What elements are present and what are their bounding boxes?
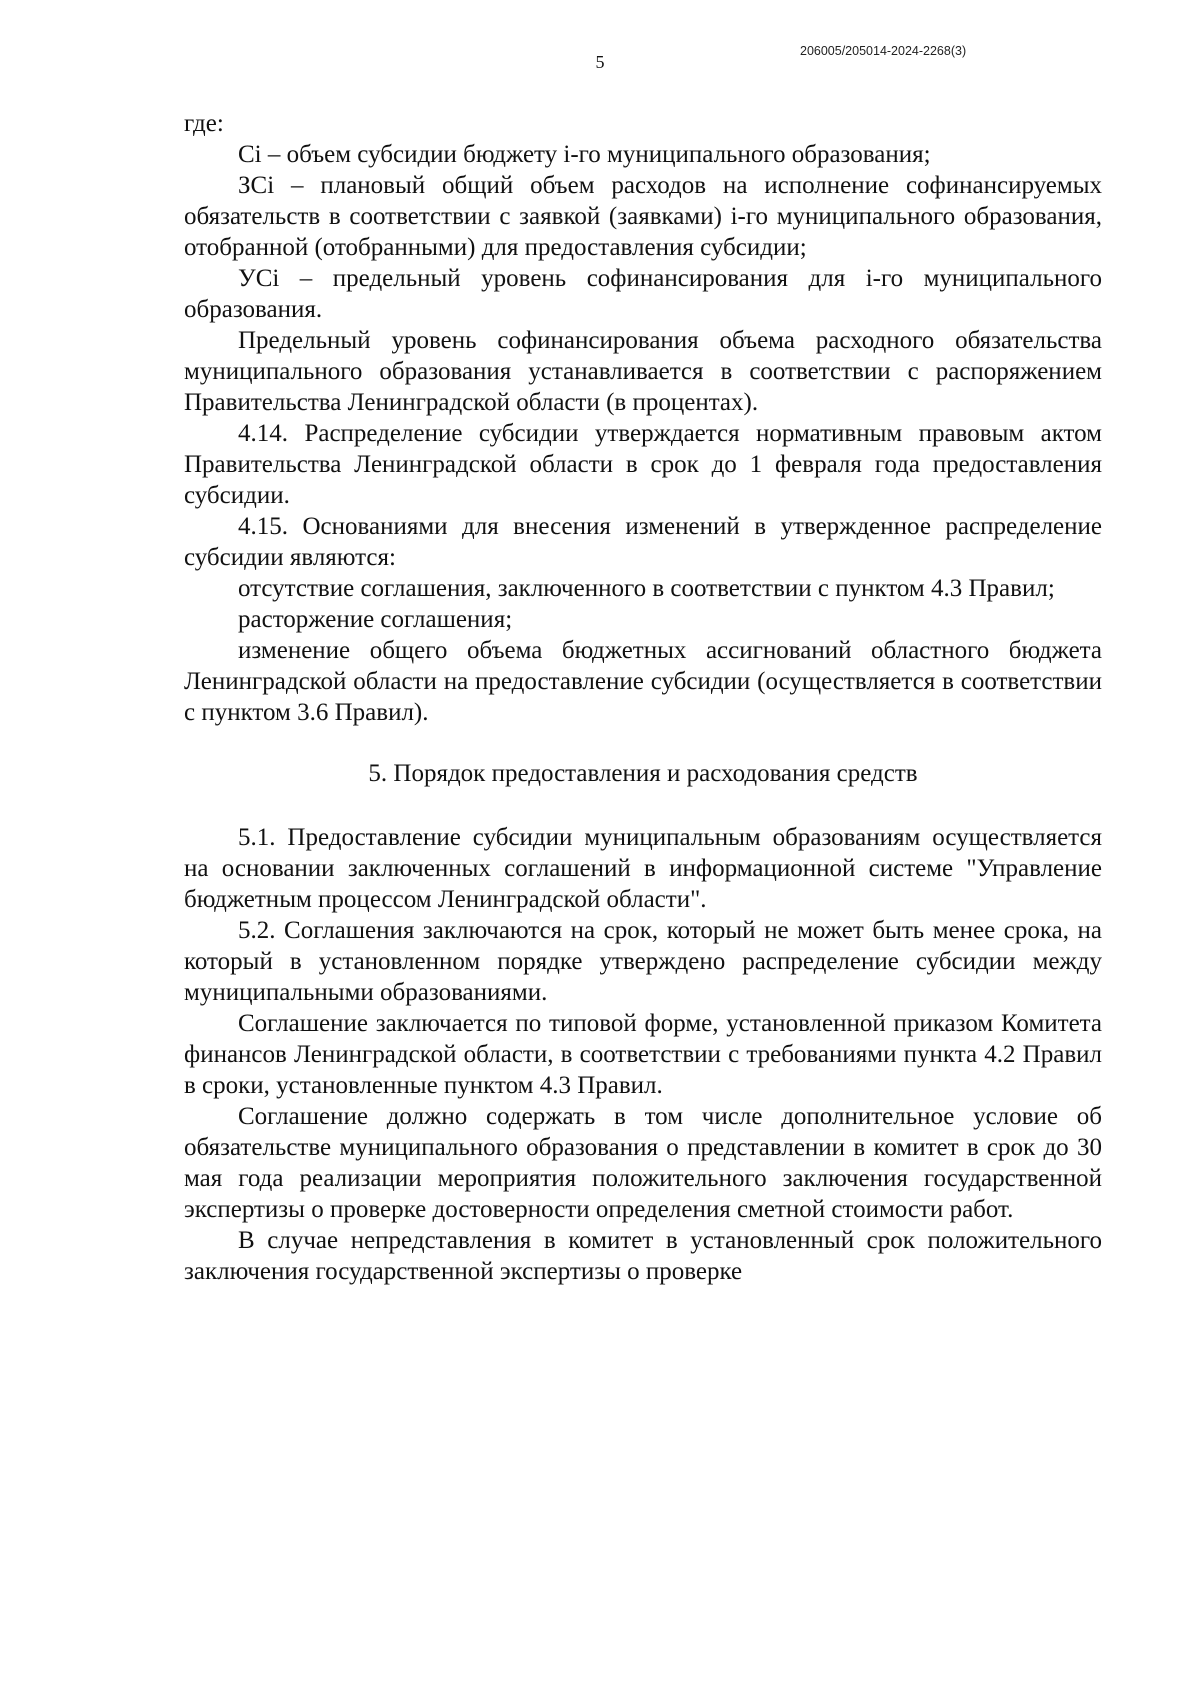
page-number: 5: [595, 52, 605, 72]
paragraph-non-submission: В случае непредставления в комитет в установленный срок положительного заключения государственной экспертизы о проверке: [184, 1227, 1102, 1285]
paragraph-ground-no-agreement: отсутствие соглашения, заключенного в соответствии с пунктом 4.3 Правил;: [238, 575, 1055, 602]
paragraph-4-15: 4.15. Основаниями для внесения изменений в утвержденное распределение субсидии являются:: [184, 513, 1102, 571]
paragraph-5-2: 5.2. Соглашения заключаются на срок, который не может быть менее срока, на который в установленном порядке утверждено распределение субсидии между муниципальными образованиями.: [184, 917, 1102, 1006]
paragraph-where: где:: [184, 110, 224, 137]
paragraph-standard-form: Соглашение заключается по типовой форме, установленной приказом Комитета финансов Ленинградской области, в соответствии с требованиями пункта 4.2 Правил в сроки, установленные пунктом 4.3 Правил.: [184, 1010, 1102, 1099]
paragraph-definition-zci: ЗCi – плановый общий объем расходов на исполнение софинансируемых обязательств в соответствии с заявкой (заявками) i-го муниципального образования, отобранной (отобранными) для предоставления субсидии;: [184, 172, 1102, 261]
paragraph-cofinancing-limit: Предельный уровень софинансирования объема расходного обязательства муниципального образования устанавливается в соответствии с распоряжением Правительства Ленинградской области (в процентах).: [184, 327, 1102, 416]
section-heading: 5. Порядок предоставления и расходования средств: [368, 760, 918, 787]
paragraph-definition-uci: УCi – предельный уровень софинансирования для i-го муниципального образования.: [184, 265, 1102, 323]
document-registration-number: 206005/205014-2024-2268(3): [800, 44, 967, 58]
paragraph-definition-ci: Ci – объем субсидии бюджету i-го муниципального образования;: [238, 141, 931, 168]
paragraph-additional-condition: Соглашение должно содержать в том числе дополнительное условие об обязательстве муниципального образования о представлении в комитет в срок до 30 мая года реализации мероприятия положительного заключения государственной экспертизы о проверке достоверности определения сметной стоимости работ.: [184, 1103, 1102, 1223]
paragraph-4-14: 4.14. Распределение субсидии утверждается нормативным правовым актом Правительства Ленинградской области в срок до 1 февраля года предоставления субсидии.: [184, 420, 1102, 509]
paragraph-ground-budget-change: изменение общего объема бюджетных ассигнований областного бюджета Ленинградской области на предоставление субсидии (осуществляется в соответствии с пунктом 3.6 Правил).: [184, 637, 1102, 726]
document-body: [184, 108, 1102, 1287]
paragraph-5-1: 5.1. Предоставление субсидии муниципальным образованиям осуществляется на основании заключенных соглашений в информационной системе "Управление бюджетным процессом Ленинградской области".: [184, 824, 1102, 913]
paragraph-ground-termination: расторжение соглашения;: [238, 606, 513, 633]
